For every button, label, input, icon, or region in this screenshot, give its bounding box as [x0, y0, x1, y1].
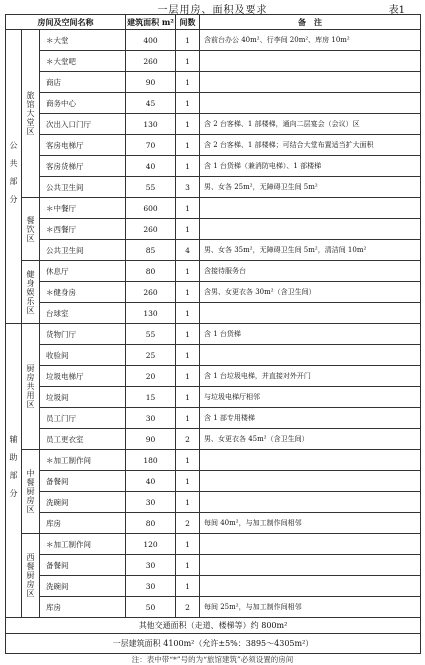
room-count: 1 [176, 93, 200, 114]
table-number: 表1 [388, 5, 405, 16]
room-note [200, 576, 421, 597]
room-note: 含男、女更衣各 30m²（含卫生间） [200, 282, 421, 303]
room-area: 90 [126, 72, 176, 93]
room-name: 洗碗间 [40, 492, 126, 513]
table-title: 一层用房、面积及要求 [157, 5, 268, 16]
room-note [200, 555, 421, 576]
room-name: ＊西餐厅 [40, 219, 126, 240]
subcategory-fitness: 健身娱乐区 [22, 261, 40, 324]
room-area: 55 [126, 324, 176, 345]
room-count: 1 [176, 72, 200, 93]
room-name: ＊大堂 [40, 30, 126, 51]
room-area: 15 [126, 387, 176, 408]
table-row [6, 72, 421, 93]
room-note [200, 219, 421, 240]
room-area: 25 [126, 345, 176, 366]
table-row [6, 240, 421, 261]
room-name: 员工门厅 [40, 408, 126, 429]
room-note: 含 1 台货梯（兼消防电梯）、1 部楼梯 [200, 156, 421, 177]
room-count: 1 [176, 135, 200, 156]
room-name: 台球室 [40, 303, 126, 324]
room-area: 45 [126, 93, 176, 114]
room-note [200, 51, 421, 72]
room-area: 85 [126, 240, 176, 261]
table-row [6, 114, 421, 135]
room-note [200, 303, 421, 324]
room-name: 备餐间 [40, 471, 126, 492]
table-row [6, 303, 421, 324]
room-count: 2 [176, 597, 200, 618]
room-area: 55 [126, 177, 176, 198]
table-row [6, 471, 421, 492]
room-name: 公共卫生间 [40, 177, 126, 198]
room-note: 男、女各 25m²，无障碍卫生间 5m² [200, 177, 421, 198]
room-note [200, 471, 421, 492]
room-note: 含接待服务台 [200, 261, 421, 282]
room-count: 1 [176, 387, 200, 408]
room-area: 260 [126, 51, 176, 72]
room-name: 次出入口门厅 [40, 114, 126, 135]
room-area: 130 [126, 114, 176, 135]
header-row [6, 15, 421, 30]
room-name: 公共卫生间 [40, 240, 126, 261]
room-count: 4 [176, 240, 200, 261]
table-row [6, 345, 421, 366]
room-name: ＊加工制作间 [40, 534, 126, 555]
room-note: 含 2 台客梯、1 部楼梯，通向二层宴会（会议）区 [200, 114, 421, 135]
room-area: 80 [126, 261, 176, 282]
subcategory-western-kitchen: 西餐厨房区 [22, 534, 40, 618]
room-note: 含 1 部专用楼梯 [200, 408, 421, 429]
category-auxiliary: 辅助部分 [6, 324, 22, 618]
room-note [200, 450, 421, 471]
table-row [6, 282, 421, 303]
room-name: ＊健身房 [40, 282, 126, 303]
room-count: 1 [176, 408, 200, 429]
room-area: 80 [126, 513, 176, 534]
table-row [6, 597, 421, 618]
room-area: 50 [126, 597, 176, 618]
table-row [6, 366, 421, 387]
room-name: 垃圾电梯厅 [40, 366, 126, 387]
room-count: 1 [176, 198, 200, 219]
room-name: 货物门厅 [40, 324, 126, 345]
room-count: 1 [176, 576, 200, 597]
room-area: 70 [126, 135, 176, 156]
room-area: 30 [126, 555, 176, 576]
table-row [6, 450, 421, 471]
table-row [6, 93, 421, 114]
table-row [6, 198, 421, 219]
room-count: 1 [176, 366, 200, 387]
table-row [6, 513, 421, 534]
footer-row-total-area [6, 634, 421, 654]
room-count: 2 [176, 429, 200, 450]
room-area: 30 [126, 408, 176, 429]
room-name: 商店 [40, 72, 126, 93]
room-name: 库房 [40, 597, 126, 618]
room-note: 男、女各 35m²，无障碍卫生间 5m²，清洁间 10m² [200, 240, 421, 261]
table-row [6, 534, 421, 555]
table-row [6, 51, 421, 72]
table-row [6, 576, 421, 597]
room-name: 休息厅 [40, 261, 126, 282]
room-count: 1 [176, 555, 200, 576]
table-row [6, 135, 421, 156]
category-public: 公共部分 [6, 30, 22, 324]
table-row [6, 30, 421, 51]
room-area: 180 [126, 450, 176, 471]
room-note [200, 534, 421, 555]
room-count: 3 [176, 177, 200, 198]
room-count: 1 [176, 471, 200, 492]
other-traffic-area: 其他交通面积（走道、楼梯等）约 800m² [6, 618, 421, 634]
room-note: 含 1 台垃圾电梯，并直接对外开门 [200, 366, 421, 387]
room-note [200, 492, 421, 513]
room-area: 30 [126, 492, 176, 513]
room-name: 收验间 [40, 345, 126, 366]
room-count: 2 [176, 513, 200, 534]
subcategory-chinese-kitchen: 中餐厨房区 [22, 450, 40, 534]
room-name: 备餐间 [40, 555, 126, 576]
header-count: 间数 [176, 15, 200, 30]
room-count: 1 [176, 450, 200, 471]
room-area: 120 [126, 534, 176, 555]
room-name: 客房货梯厅 [40, 156, 126, 177]
room-note [200, 198, 421, 219]
room-area: 20 [126, 366, 176, 387]
room-name: ＊大堂吧 [40, 51, 126, 72]
room-area: 40 [126, 156, 176, 177]
room-note: 含 1 台货梯 [200, 324, 421, 345]
subcategory-dining: 餐饮区 [22, 198, 40, 261]
room-count: 1 [176, 492, 200, 513]
room-note: 每间 25m²，与加工制作间相邻 [200, 597, 421, 618]
room-note [200, 72, 421, 93]
room-count: 1 [176, 261, 200, 282]
table-row [6, 555, 421, 576]
room-count: 1 [176, 51, 200, 72]
room-count: 1 [176, 219, 200, 240]
room-count: 1 [176, 282, 200, 303]
room-count: 1 [176, 303, 200, 324]
table-row [6, 324, 421, 345]
room-area: 260 [126, 219, 176, 240]
room-name: 员工更衣室 [40, 429, 126, 450]
room-area: 130 [126, 303, 176, 324]
room-area: 600 [126, 198, 176, 219]
header-area: 建筑面积 m² [126, 15, 176, 30]
table-row [6, 219, 421, 240]
room-note: 含前台办公 40m²、行李间 20m²、库房 10m² [200, 30, 421, 51]
room-area-table [5, 14, 421, 654]
table-row [6, 387, 421, 408]
footer-row-other-area [6, 618, 421, 634]
table-row [6, 408, 421, 429]
room-area: 400 [126, 30, 176, 51]
room-note: 与垃圾电梯厅相邻 [200, 387, 421, 408]
room-name: ＊加工制作间 [40, 450, 126, 471]
room-count: 1 [176, 30, 200, 51]
room-area: 40 [126, 471, 176, 492]
header-note: 备 注 [200, 15, 421, 30]
room-name: 垃圾间 [40, 387, 126, 408]
room-note: 每间 40m²，与加工制作间相邻 [200, 513, 421, 534]
table-footnote: 注：表中带“*”号的为“旅馆建筑”必须设置的房间 [131, 655, 294, 664]
total-floor-area: 一层建筑面积 4100m²（允许±5%：3895～4305m²） [6, 634, 421, 654]
room-area: 30 [126, 576, 176, 597]
table-row [6, 429, 421, 450]
room-name: 商务中心 [40, 93, 126, 114]
table-row [6, 492, 421, 513]
room-name: 洗碗间 [40, 576, 126, 597]
table-row [6, 261, 421, 282]
room-count: 1 [176, 156, 200, 177]
room-count: 1 [176, 534, 200, 555]
room-name: ＊中餐厅 [40, 198, 126, 219]
room-area: 90 [126, 429, 176, 450]
room-note [200, 93, 421, 114]
table-header-bar [0, 0, 425, 14]
subcategory-lobby: 旅馆大堂区 [22, 30, 40, 198]
room-note: 男、女更衣各 45m²（含卫生间） [200, 429, 421, 450]
room-name: 库房 [40, 513, 126, 534]
room-count: 1 [176, 324, 200, 345]
table-row [6, 156, 421, 177]
room-count: 1 [176, 345, 200, 366]
room-name: 客房电梯厅 [40, 135, 126, 156]
room-note [200, 345, 421, 366]
header-room: 房间及空间名称 [6, 15, 126, 30]
room-count: 1 [176, 114, 200, 135]
room-note: 含 2 台客梯、1 部楼梯；可结合大堂布置适当扩大面积 [200, 135, 421, 156]
room-area: 260 [126, 282, 176, 303]
subcategory-kitchen-shared: 厨房共用区 [22, 324, 40, 450]
table-row [6, 177, 421, 198]
